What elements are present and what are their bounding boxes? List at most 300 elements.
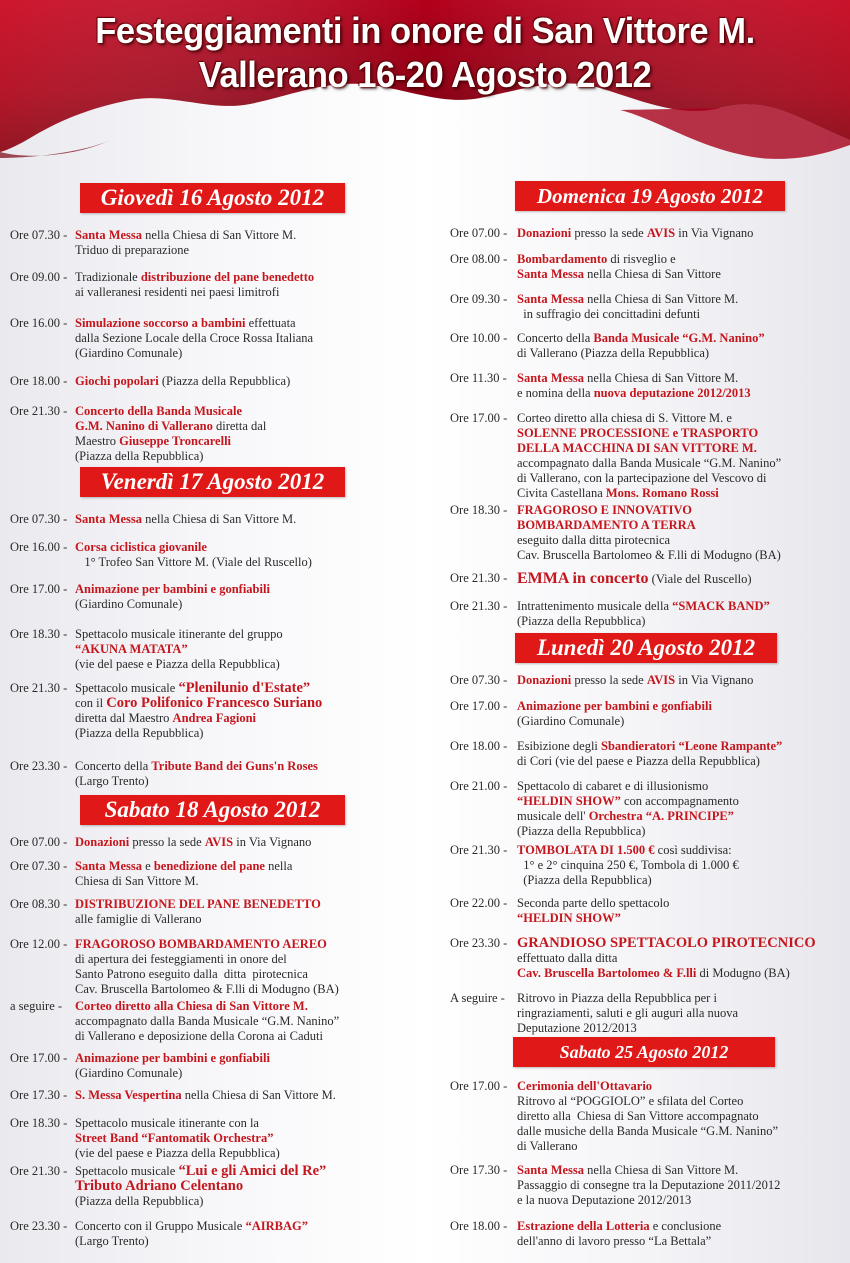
event-description bbox=[517, 599, 770, 629]
event-text: Donazioni bbox=[517, 673, 572, 687]
event-text: AVIS bbox=[646, 226, 676, 240]
event-time: Ore 21.30 - bbox=[10, 1164, 68, 1178]
event-text: Spettacolo di cabaret e di illusionismo bbox=[517, 779, 709, 793]
event-text: Cav. Bruscella Bartolomeo & F.lli bbox=[517, 966, 697, 980]
event-text: alle famiglie di Vallerano bbox=[75, 912, 202, 926]
event-line bbox=[75, 316, 313, 331]
event-line bbox=[517, 936, 816, 951]
event-line bbox=[75, 726, 322, 741]
event-time: Ore 23.30 - bbox=[10, 1219, 68, 1233]
event-text: nella Chiesa di San Vittore M. bbox=[181, 1088, 336, 1102]
event-description bbox=[517, 503, 781, 563]
event-line bbox=[517, 614, 770, 629]
event-time: Ore 17.30 - bbox=[450, 1163, 508, 1177]
event-text: Deputazione 2012/2013 bbox=[517, 1021, 637, 1035]
event-text: Animazione per bambini e gonfiabili bbox=[75, 1051, 270, 1065]
event-text: (Piazza della Repubblica) bbox=[517, 824, 646, 838]
event-text: (Largo Trento) bbox=[75, 1234, 149, 1248]
event-time: Ore 22.00 - bbox=[450, 896, 508, 910]
event-time: Ore 07.30 - bbox=[10, 228, 68, 242]
event-line bbox=[75, 243, 296, 258]
event-text: Spettacolo musicale itinerante con la bbox=[75, 1116, 259, 1130]
event-text: (Giardino Comunale) bbox=[75, 597, 183, 611]
event-text: (Piazza della Repubblica) bbox=[75, 726, 204, 740]
event-text: Estrazione della Lotteria bbox=[517, 1219, 650, 1233]
event-time: Ore 18.00 - bbox=[450, 1219, 508, 1233]
event-text: Santa Messa bbox=[517, 1163, 585, 1177]
event-time: Ore 07.00 - bbox=[10, 835, 68, 849]
event-text: di Cori (vie del paese e Piazza della Repubblica) bbox=[517, 754, 760, 768]
event-text: EMMA in concerto bbox=[517, 570, 649, 587]
event-line bbox=[517, 1006, 738, 1021]
event-text: Concerto con il Gruppo Musicale bbox=[75, 1219, 246, 1233]
event-line bbox=[517, 858, 739, 873]
event-line bbox=[75, 419, 266, 434]
event-line bbox=[517, 1234, 721, 1249]
event-line bbox=[75, 1219, 308, 1234]
event-line bbox=[517, 779, 739, 794]
event-text: presso la sede bbox=[571, 226, 647, 240]
event-text: Cav. Bruscella Bartolomeo & F.lli di Modugno (BA) bbox=[517, 548, 781, 562]
event-text: (Viale del Ruscello) bbox=[648, 572, 752, 586]
event-text: di apertura dei festeggiamenti in onore del bbox=[75, 952, 287, 966]
event-line bbox=[517, 599, 770, 614]
event-line bbox=[517, 794, 739, 809]
event-text: “AKUNA MATATA” bbox=[75, 642, 188, 656]
event-line bbox=[75, 1179, 326, 1194]
event-time: Ore 12.00 - bbox=[10, 937, 68, 951]
event-line bbox=[75, 937, 339, 952]
event-description bbox=[517, 411, 781, 501]
event-description bbox=[517, 1163, 780, 1208]
event-time: Ore 07.30 - bbox=[10, 859, 68, 873]
event-line bbox=[75, 540, 312, 555]
event-description bbox=[517, 292, 738, 322]
event-description bbox=[517, 673, 753, 688]
event-text: Spettacolo musicale itinerante del gruppo bbox=[75, 627, 283, 641]
event-line bbox=[517, 548, 781, 563]
event-time: Ore 18.00 - bbox=[450, 739, 508, 753]
event-description bbox=[75, 228, 296, 258]
event-text: nella bbox=[264, 859, 293, 873]
event-text: Animazione per bambini e gonfiabili bbox=[517, 699, 712, 713]
day-header-monday: Lunedì 20 Agosto 2012 bbox=[515, 633, 777, 663]
event-text: Banda Musicale “G.M. Nanino” bbox=[593, 331, 765, 345]
event-line bbox=[517, 1193, 780, 1208]
event-time: Ore 09.00 - bbox=[10, 270, 68, 284]
event-time: Ore 16.00 - bbox=[10, 316, 68, 330]
event-line bbox=[75, 967, 339, 982]
event-text: Animazione per bambini e gonfiabili bbox=[75, 582, 270, 596]
event-line bbox=[75, 1014, 339, 1029]
event-description bbox=[75, 374, 290, 389]
event-text: Tributo Adriano Celentano bbox=[75, 1178, 244, 1194]
event-line bbox=[517, 714, 712, 729]
event-text: Ritrovo in Piazza della Repubblica per i bbox=[517, 991, 717, 1005]
event-text: dalle musiche della Banda Musicale “G.M. Nanino” bbox=[517, 1124, 779, 1138]
event-text: distribuzione del pane benedetto bbox=[140, 270, 315, 284]
event-text: “Lui e gli Amici del Re” bbox=[178, 1163, 327, 1179]
event-text: Donazioni bbox=[75, 835, 130, 849]
event-text: di Vallerano e deposizione della Corona ai Caduti bbox=[75, 1029, 323, 1043]
event-text: Santa Messa bbox=[75, 228, 143, 242]
event-line bbox=[75, 897, 321, 912]
event-text: accompagnato dalla Banda Musicale “G.M. Nanino” bbox=[517, 456, 782, 470]
event-line bbox=[517, 386, 751, 401]
event-text: TOMBOLATA DI 1.500 € bbox=[517, 843, 655, 857]
event-time: Ore 21.30 - bbox=[10, 404, 68, 418]
event-description bbox=[517, 331, 765, 361]
event-text: GRANDIOSO SPETTACOLO PIROTECNICO bbox=[517, 935, 816, 951]
event-description bbox=[75, 897, 321, 927]
event-line bbox=[75, 1146, 280, 1161]
event-line bbox=[75, 657, 283, 672]
event-text: Santa Messa bbox=[75, 512, 143, 526]
event-line bbox=[75, 1234, 308, 1249]
event-text: Spettacolo musicale bbox=[75, 681, 179, 695]
event-line bbox=[517, 441, 781, 456]
event-line bbox=[517, 699, 712, 714]
event-time: Ore 07.00 - bbox=[450, 226, 508, 240]
event-time: Ore 08.00 - bbox=[450, 252, 508, 266]
event-line bbox=[517, 896, 669, 911]
event-text: Street Band “Fantomatik Orchestra” bbox=[75, 1131, 274, 1145]
event-text: eseguito dalla ditta pirotecnica bbox=[517, 533, 671, 547]
event-text: G.M. Nanino di Vallerano bbox=[75, 419, 213, 433]
event-line bbox=[75, 555, 312, 570]
event-line bbox=[75, 759, 318, 774]
event-line bbox=[75, 285, 314, 300]
event-text: SOLENNE PROCESSIONE e TRASPORTO bbox=[517, 426, 759, 440]
event-time: Ore 17.00 - bbox=[450, 1079, 508, 1093]
event-description bbox=[517, 896, 669, 926]
event-line bbox=[75, 835, 311, 850]
event-text: e nomina della bbox=[517, 386, 594, 400]
event-line bbox=[517, 1109, 778, 1124]
event-line bbox=[75, 999, 339, 1014]
event-description bbox=[517, 936, 816, 981]
event-line bbox=[517, 307, 738, 322]
event-line bbox=[75, 696, 322, 711]
event-line bbox=[517, 371, 751, 386]
event-text: Intrattenimento musicale della bbox=[517, 599, 673, 613]
event-line bbox=[75, 270, 314, 285]
event-description bbox=[75, 404, 266, 464]
event-line bbox=[75, 859, 292, 874]
event-time: Ore 18.00 - bbox=[10, 374, 68, 388]
event-text: (Piazza della Repubblica) bbox=[75, 449, 204, 463]
event-description bbox=[517, 226, 753, 241]
event-line bbox=[517, 809, 739, 824]
event-line bbox=[517, 267, 721, 282]
event-text: Donazioni bbox=[517, 226, 572, 240]
header-banner bbox=[0, 0, 850, 160]
event-description bbox=[517, 1079, 778, 1154]
event-text: nella Chiesa di San Vittore M. bbox=[584, 1163, 739, 1177]
event-text: Triduo di preparazione bbox=[75, 243, 190, 257]
event-description bbox=[75, 681, 322, 741]
event-time: Ore 17.00 - bbox=[450, 699, 508, 713]
event-text: Santa Messa bbox=[75, 859, 143, 873]
event-text: Bombardamento bbox=[517, 252, 608, 266]
event-time: A seguire - bbox=[450, 991, 505, 1005]
title-line-1: Festeggiamenti in onore di San Vittore M. bbox=[95, 10, 755, 51]
event-time: Ore 11.30 - bbox=[450, 371, 507, 385]
event-text: Concerto della bbox=[75, 759, 152, 773]
event-text: (vie del paese e Piazza della Repubblica) bbox=[75, 657, 280, 671]
event-text: “HELDIN SHOW” bbox=[517, 911, 621, 925]
event-time: Ore 17.00 - bbox=[450, 411, 508, 425]
event-text: con accompagnamento bbox=[620, 794, 739, 808]
event-text: (vie del paese e Piazza della Repubblica) bbox=[75, 1146, 280, 1160]
event-text: Spettacolo musicale bbox=[75, 1164, 179, 1178]
event-time: Ore 21.30 - bbox=[450, 571, 508, 585]
event-description bbox=[75, 1088, 336, 1103]
day-header-saturday-25: Sabato 25 Agosto 2012 bbox=[513, 1037, 775, 1067]
event-time: Ore 23.30 - bbox=[450, 936, 508, 950]
event-description bbox=[517, 1219, 721, 1249]
event-line bbox=[517, 426, 781, 441]
event-line bbox=[517, 503, 781, 518]
event-time: Ore 18.30 - bbox=[450, 503, 508, 517]
event-line bbox=[75, 774, 318, 789]
event-line bbox=[517, 486, 781, 501]
event-text: Santa Messa bbox=[517, 267, 585, 281]
event-line bbox=[517, 911, 669, 926]
event-text: “Plenilunio d'Estate” bbox=[178, 680, 311, 696]
event-text: Santo Patrono eseguito dalla ditta pirotecnica bbox=[75, 967, 308, 981]
event-line bbox=[75, 627, 283, 642]
event-text: AVIS bbox=[204, 835, 234, 849]
event-text: di Vallerano (Piazza della Repubblica) bbox=[517, 346, 710, 360]
event-time: Ore 07.30 - bbox=[10, 512, 68, 526]
event-time: Ore 09.30 - bbox=[450, 292, 508, 306]
event-line bbox=[75, 582, 270, 597]
event-text: in Via Vignano bbox=[675, 226, 754, 240]
event-line bbox=[517, 226, 753, 241]
event-line bbox=[75, 952, 339, 967]
event-text: presso la sede bbox=[571, 673, 647, 687]
event-line bbox=[517, 1021, 738, 1036]
event-line bbox=[75, 1029, 339, 1044]
event-text: (Giardino Comunale) bbox=[75, 346, 183, 360]
event-text: Chiesa di San Vittore M. bbox=[75, 874, 199, 888]
event-time: Ore 07.30 - bbox=[450, 673, 508, 687]
event-text: (Piazza della Repubblica) bbox=[517, 614, 646, 628]
event-text: DELLA MACCHINA DI SAN VITTORE M. bbox=[517, 441, 757, 455]
event-text: Esibizione degli bbox=[517, 739, 602, 753]
event-time: a seguire - bbox=[10, 999, 63, 1013]
event-text: Passaggio di consegne tra la Deputazione 2011/2012 bbox=[517, 1178, 781, 1192]
event-text: presso la sede bbox=[129, 835, 205, 849]
event-text: e la nuova Deputazione 2012/2013 bbox=[517, 1193, 692, 1207]
event-text: ringraziamenti, saluti e gli auguri alla nuova bbox=[517, 1006, 739, 1020]
event-line bbox=[75, 346, 313, 361]
event-line bbox=[75, 404, 266, 419]
page-title bbox=[0, 10, 850, 98]
event-text: nuova deputazione 2012/2013 bbox=[593, 386, 751, 400]
event-text: nella Chiesa di San Vittore M. bbox=[584, 371, 739, 385]
event-text: diretta dal bbox=[212, 419, 267, 433]
event-line bbox=[517, 739, 782, 754]
event-text: così suddivisa: bbox=[654, 843, 732, 857]
event-text: Giochi popolari bbox=[75, 374, 159, 388]
event-line bbox=[517, 673, 753, 688]
event-text: Giuseppe Troncarelli bbox=[119, 434, 232, 448]
event-description bbox=[75, 999, 339, 1044]
event-line bbox=[517, 754, 782, 769]
event-text: nella Chiesa di San Vittore M. bbox=[142, 228, 297, 242]
event-line bbox=[517, 873, 739, 888]
event-text: in Via Vignano bbox=[233, 835, 312, 849]
event-description bbox=[75, 582, 270, 612]
event-line bbox=[517, 991, 738, 1006]
event-text: nella Chiesa di San Vittore M. bbox=[584, 292, 739, 306]
event-text: S. Messa Vespertina bbox=[75, 1088, 182, 1102]
event-text: AVIS bbox=[646, 673, 676, 687]
event-text: “SMACK BAND” bbox=[672, 599, 770, 613]
event-line bbox=[75, 597, 270, 612]
event-description bbox=[75, 1051, 270, 1081]
event-text: Cerimonia dell'Ottavario bbox=[517, 1079, 653, 1093]
event-line bbox=[75, 1066, 270, 1081]
event-description bbox=[75, 937, 339, 997]
event-line bbox=[517, 966, 816, 981]
event-text: (Piazza della Repubblica) bbox=[517, 873, 652, 887]
event-text: Santa Messa bbox=[517, 292, 585, 306]
event-text: Maestro bbox=[75, 434, 120, 448]
event-text: nella Chiesa di San Vittore bbox=[584, 267, 721, 281]
event-line bbox=[75, 449, 266, 464]
event-line bbox=[517, 1079, 778, 1094]
event-text: di risveglio e bbox=[607, 252, 676, 266]
event-text: Sbandieratori “Leone Rampante” bbox=[601, 739, 783, 753]
event-text: FRAGOROSO BOMBARDAMENTO AEREO bbox=[75, 937, 327, 951]
event-text: Seconda parte dello spettacolo bbox=[517, 896, 670, 910]
event-text: FRAGOROSO E INNOVATIVO bbox=[517, 503, 693, 517]
event-text: diretta dal Maestro bbox=[75, 711, 173, 725]
event-text: (Piazza della Repubblica) bbox=[75, 1194, 204, 1208]
event-text: e bbox=[142, 859, 154, 873]
event-text: Mons. Romano Rossi bbox=[605, 486, 719, 500]
event-text: Orchestra “A. PRINCIPE” bbox=[588, 809, 734, 823]
event-text: benedizione del pane bbox=[153, 859, 265, 873]
event-description bbox=[75, 1116, 280, 1161]
event-time: Ore 21.30 - bbox=[10, 681, 68, 695]
event-line bbox=[517, 456, 781, 471]
event-text: BOMBARDAMENTO A TERRA bbox=[517, 518, 696, 532]
day-header-sunday: Domenica 19 Agosto 2012 bbox=[515, 181, 785, 211]
event-line bbox=[75, 512, 296, 527]
event-line bbox=[75, 711, 322, 726]
event-description bbox=[75, 759, 318, 789]
title-line-2: Vallerano 16-20 Agosto 2012 bbox=[198, 54, 652, 95]
event-text: di Vallerano, con la partecipazione del Vescovo di bbox=[517, 471, 767, 485]
event-line bbox=[75, 1051, 270, 1066]
event-time: Ore 21.00 - bbox=[450, 779, 508, 793]
event-description bbox=[75, 512, 296, 527]
event-line bbox=[75, 982, 339, 997]
event-line bbox=[517, 824, 739, 839]
event-time: Ore 23.30 - bbox=[10, 759, 68, 773]
event-text: di Vallerano bbox=[517, 1139, 578, 1153]
event-line bbox=[517, 411, 781, 426]
event-text: Cav. Bruscella Bartolomeo & F.lli di Modugno (BA) bbox=[75, 982, 339, 996]
event-description bbox=[75, 627, 283, 672]
event-text: Simulazione soccorso a bambini bbox=[75, 316, 246, 330]
event-time: Ore 21.30 - bbox=[450, 843, 508, 857]
event-text: Santa Messa bbox=[517, 371, 585, 385]
event-description bbox=[517, 699, 712, 729]
event-description bbox=[517, 571, 752, 587]
event-time: Ore 21.30 - bbox=[450, 599, 508, 613]
event-line bbox=[75, 1164, 326, 1179]
event-text: ai valleranesi residenti nei paesi limitrofi bbox=[75, 285, 280, 299]
event-description bbox=[75, 1164, 326, 1209]
event-time: Ore 10.00 - bbox=[450, 331, 508, 345]
event-line bbox=[75, 1116, 280, 1131]
event-time: Ore 17.30 - bbox=[10, 1088, 68, 1102]
event-text: dell'anno di lavoro presso “La Bettala” bbox=[517, 1234, 712, 1248]
event-text: (Giardino Comunale) bbox=[517, 714, 625, 728]
event-line bbox=[75, 642, 283, 657]
event-text: Civita Castellana bbox=[517, 486, 606, 500]
event-line bbox=[517, 1139, 778, 1154]
event-time: Ore 08.30 - bbox=[10, 897, 68, 911]
event-line bbox=[75, 1088, 336, 1103]
event-description bbox=[75, 1219, 308, 1249]
event-text: dalla Sezione Locale della Croce Rossa Italiana bbox=[75, 331, 314, 345]
event-text: “AIRBAG” bbox=[245, 1219, 308, 1233]
event-line bbox=[75, 912, 321, 927]
event-line bbox=[517, 346, 765, 361]
event-line bbox=[517, 571, 752, 587]
event-description bbox=[517, 371, 751, 401]
event-text: Coro Polifonico Francesco Suriano bbox=[106, 695, 323, 711]
event-time: Ore 18.30 - bbox=[10, 627, 68, 641]
event-line bbox=[517, 331, 765, 346]
event-line bbox=[517, 518, 781, 533]
event-line bbox=[75, 1131, 280, 1146]
event-text: e conclusione bbox=[649, 1219, 722, 1233]
event-text: Corteo diretto alla chiesa di S. Vittore M. e bbox=[517, 411, 732, 425]
event-text: in suffragio dei concittadini defunti bbox=[517, 307, 701, 321]
event-line bbox=[517, 252, 721, 267]
event-description bbox=[517, 991, 738, 1036]
day-header-friday: Venerdì 17 Agosto 2012 bbox=[80, 467, 345, 497]
event-description bbox=[75, 540, 312, 570]
event-text: “HELDIN SHOW” bbox=[517, 794, 621, 808]
event-line bbox=[517, 843, 739, 858]
event-time: Ore 17.00 - bbox=[10, 582, 68, 596]
event-line bbox=[75, 374, 290, 389]
day-header-saturday: Sabato 18 Agosto 2012 bbox=[80, 795, 345, 825]
event-text: Concerto della bbox=[517, 331, 594, 345]
event-text: (Giardino Comunale) bbox=[75, 1066, 183, 1080]
event-time: Ore 17.00 - bbox=[10, 1051, 68, 1065]
event-description bbox=[517, 739, 782, 769]
event-time: Ore 16.00 - bbox=[10, 540, 68, 554]
event-text: Concerto della Banda Musicale bbox=[75, 404, 243, 418]
event-description bbox=[75, 270, 314, 300]
event-text: accompagnato dalla Banda Musicale “G.M. Nanino” bbox=[75, 1014, 340, 1028]
event-line bbox=[517, 1178, 780, 1193]
event-description bbox=[517, 252, 721, 282]
event-line bbox=[75, 1194, 326, 1209]
event-description bbox=[75, 316, 313, 361]
event-line bbox=[75, 331, 313, 346]
event-text: in Via Vignano bbox=[675, 673, 754, 687]
